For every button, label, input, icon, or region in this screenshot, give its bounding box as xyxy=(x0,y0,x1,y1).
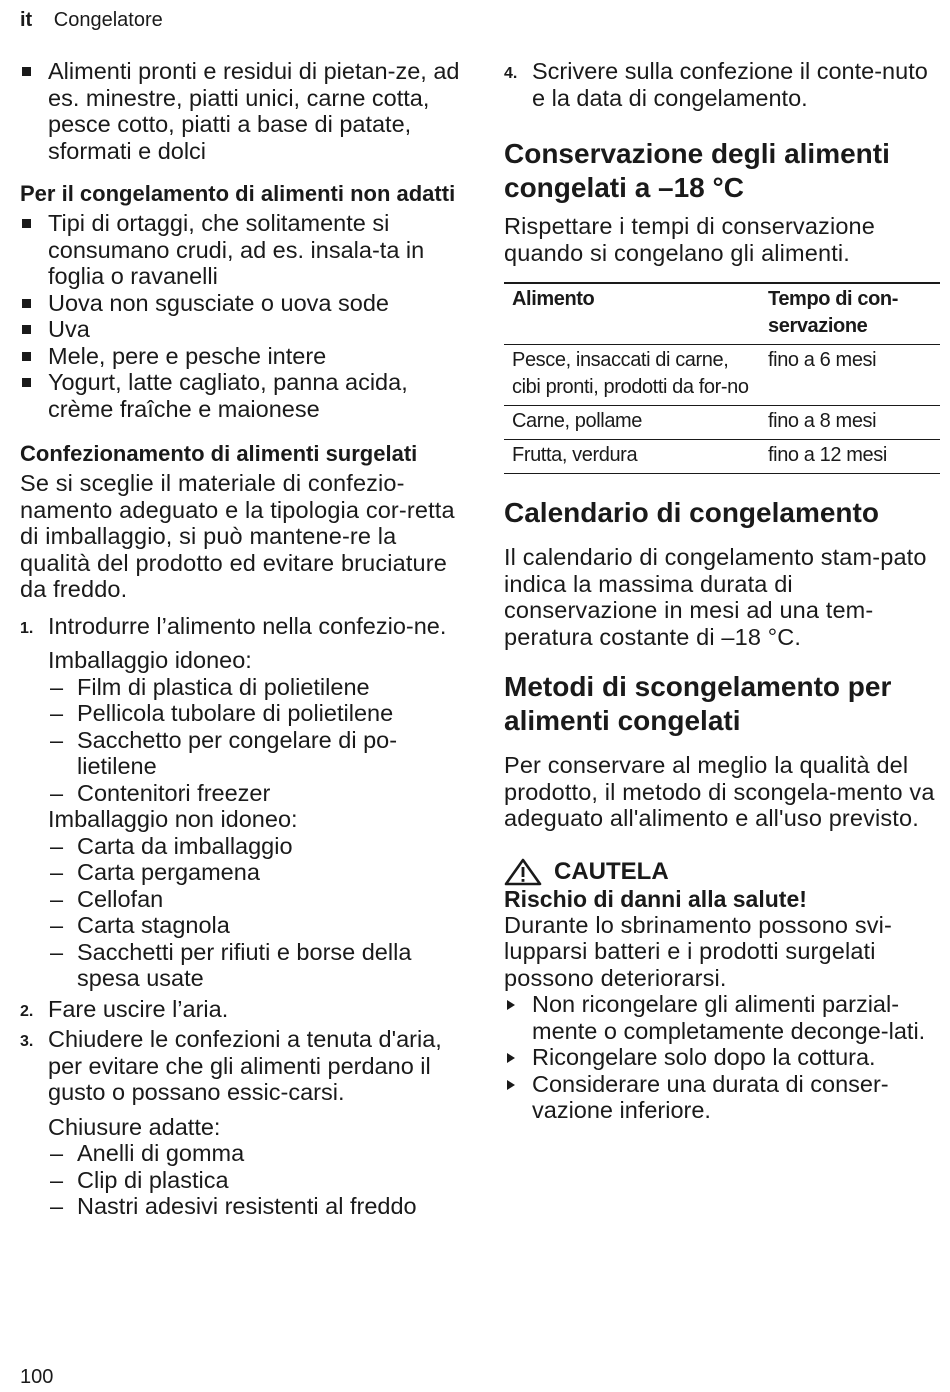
section-heading-not-suitable: Per il congelamento di alimenti non adatti xyxy=(20,181,456,206)
unsuitable-packaging-list xyxy=(48,833,460,992)
right-column xyxy=(504,58,940,1124)
step-number: 1. xyxy=(20,619,34,637)
list-item: – Contenitori freezer xyxy=(48,780,460,807)
list-item: – Carta stagnola xyxy=(48,912,460,939)
warning-triangle-icon xyxy=(504,858,542,886)
suitable-label: Imballaggio idoneo: xyxy=(48,647,252,673)
section-title: Congelatore xyxy=(53,9,163,31)
list-item: Alimenti pronti e residui di pietan-ze, ad es. minestre, piatti unici, carne cotta, pesce cotto, piatti a base di patate, sformati e dolci xyxy=(20,58,460,164)
list-item: – Carta da imballaggio xyxy=(48,833,460,860)
list-item: – Nastri adesivi resistenti al freddo xyxy=(48,1193,460,1220)
packaging-steps-continued xyxy=(504,58,940,111)
step-3 xyxy=(20,1026,460,1220)
list-item: Considerare una durata di conser-vazione inferiore. xyxy=(504,1071,940,1124)
list-item: Ricongelare solo dopo la cottura. xyxy=(504,1044,940,1071)
step-2 xyxy=(20,996,460,1023)
step-1 xyxy=(20,613,460,992)
calendar-text: Il calendario di congelamento stam-pato indica la massima durata di conservazione in mesi ad una tem-peratura costante di –18 °C. xyxy=(504,544,927,650)
unsuitable-label: Imballaggio non idoneo: xyxy=(48,806,298,832)
table-row xyxy=(504,440,940,474)
list-item: – Clip di plastica xyxy=(48,1167,460,1194)
list-item: Uova non sgusciate o uova sode xyxy=(20,290,460,317)
page-header xyxy=(20,9,163,32)
table-cell: Pesce, insaccati di carne, cibi pronti, prodotti da for-no xyxy=(512,349,749,398)
step-number: 2. xyxy=(20,1002,34,1020)
step-text: Fare uscire l’aria. xyxy=(48,995,229,1022)
section-heading-calendar: Calendario di congelamento xyxy=(504,497,879,528)
column-header-time: Tempo di con-servazione xyxy=(768,288,898,337)
thawing-text: Per conservare al meglio la qualità del prodotto, il metodo di scongela-mento va adeguato all'alimento e all'uso previsto. xyxy=(504,752,935,831)
step-4 xyxy=(504,58,940,111)
step-number: 4. xyxy=(504,65,518,82)
table-cell: Carne, pollame xyxy=(512,410,643,432)
table-header-row xyxy=(504,283,940,345)
step-text: Introdurre l’alimento nella confezio-ne. xyxy=(48,612,447,639)
list-item: – Film di plastica di polietilene xyxy=(48,674,460,701)
food-list xyxy=(20,58,460,164)
caution-title xyxy=(504,858,940,886)
column-header-food: Alimento xyxy=(512,288,595,310)
closures-label: Chiusure adatte: xyxy=(48,1113,221,1140)
left-column xyxy=(20,58,460,1220)
table-cell: Frutta, verdura xyxy=(512,444,638,466)
list-item: – Carta pergamena xyxy=(48,859,460,886)
step-number: 3. xyxy=(20,1033,34,1050)
table-row xyxy=(504,345,940,406)
step-text: Chiudere le confezioni a tenuta d'aria, per evitare che gli alimenti perdano il gusto o possano essic-carsi. xyxy=(48,1026,442,1105)
packaging-text: Se si sceglie il materiale di confezio-namento adeguato e la tipologia cor-retta di imballaggio, si può mantene-re la qualità del prodotto ed evitare bruciature da freddo. xyxy=(20,470,455,602)
suitable-packaging-list xyxy=(48,674,460,807)
section-heading-storage: Conservazione degli alimenti congelati a –18 °C xyxy=(504,138,890,203)
step-text: Scrivere sulla confezione il conte-nuto e la data di congelamento. xyxy=(532,58,928,111)
table-cell: fino a 8 mesi xyxy=(768,410,877,432)
table-row xyxy=(504,406,940,440)
language-code: it xyxy=(20,9,33,31)
storage-text: Rispettare i tempi di conservazione quando si congelano gli alimenti. xyxy=(504,213,875,266)
caution-subtitle: Rischio di danni alla salute! xyxy=(504,885,807,912)
caution-actions xyxy=(504,991,940,1124)
list-item: – Sacchetto per congelare di po-lietilene xyxy=(48,727,460,780)
section-heading-packaging: Confezionamento di alimenti surgelati xyxy=(20,441,418,466)
list-item: Yogurt, latte cagliato, panna acida, crème fraîche e maionese xyxy=(20,369,460,422)
list-item: Non ricongelare gli alimenti parzial-mente o completamente deconge-lati. xyxy=(504,991,940,1044)
list-item: Mele, pere e pesche intere xyxy=(20,343,460,370)
table-cell: fino a 12 mesi xyxy=(768,444,887,466)
list-item: – Anelli di gomma xyxy=(48,1140,460,1167)
not-suitable-list xyxy=(20,210,460,422)
list-item: – Cellofan xyxy=(48,886,460,913)
packaging-steps xyxy=(20,613,460,1220)
closures-list xyxy=(48,1140,460,1220)
list-item: Tipi di ortaggi, che solitamente si consumano crudi, ad es. insala-ta in foglia o ravanelli xyxy=(20,210,460,290)
list-item: – Pellicola tubolare di polietilene xyxy=(48,700,460,727)
section-heading-thawing: Metodi di scongelamento per alimenti congelati xyxy=(504,671,892,736)
caution-text: Durante lo sbrinamento possono svi-lupparsi batteri e i prodotti surgelati possono deteriorarsi. xyxy=(504,911,892,991)
page-number: 100 xyxy=(20,1366,54,1388)
list-item: – Sacchetti per rifiuti e borse della spesa usate xyxy=(48,939,460,992)
caution-box xyxy=(504,858,940,1124)
storage-table xyxy=(504,282,940,474)
table-cell: fino a 6 mesi xyxy=(768,349,877,371)
list-item: Uva xyxy=(20,316,460,343)
caution-label: CAUTELA xyxy=(554,857,669,885)
